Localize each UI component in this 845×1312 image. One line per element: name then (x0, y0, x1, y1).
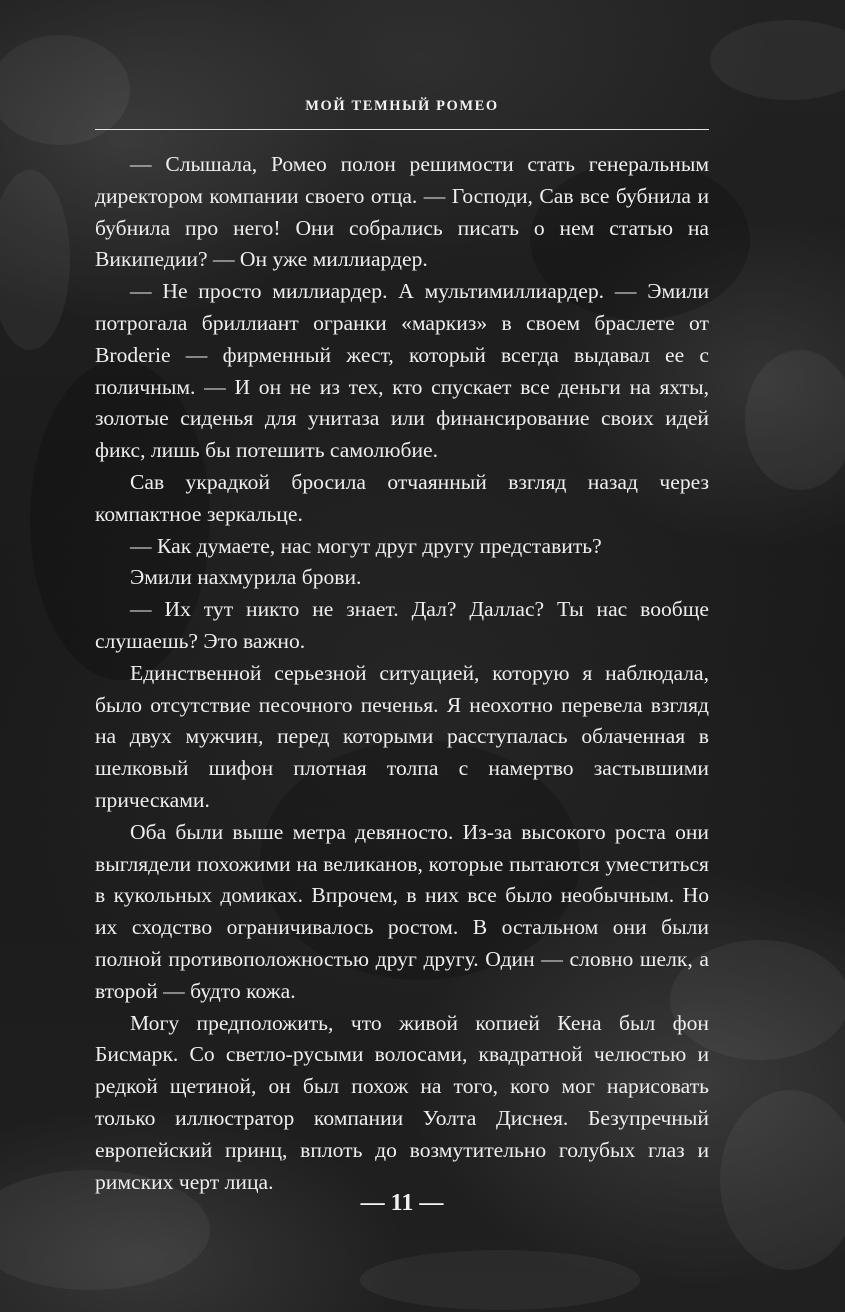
running-head-title: МОЙ ТЕМНЫЙ РОМЕО (305, 98, 499, 114)
paragraph: Могу предположить, что живой копией Кена был фон Бисмарк. Со светло-русыми волосами, квадратной челюстью и редкой щетиной, он был похож на того, кого мог нарисовать только иллюстратор компании Уолта Диснея. Безупречный европейский принц, вплоть до возмутительно голубых глаз и римских черт лица. (95, 1010, 709, 1194)
body-text (95, 149, 709, 1198)
paragraph: Единственной серьезной ситуацией, которую я наблюдала, было отсутствие песочного печенья. Я неохотно перевела взгляд на двух мужчин, перед которыми расступалась облаченная в шелковый шифон плотная толпа с намертво застывшими прическами. (95, 660, 709, 812)
paragraph: — Слышала, Ромео полон решимости стать генеральным директором компании своего отца. — Господи, Сав все бубнила и бубнила про него! Они собрались писать о нем статью на Википедии? — Он уже миллиардер. (95, 152, 709, 272)
paragraph: Сав украдкой бросила отчаянный взгляд назад через компактное зеркальце. (95, 469, 709, 526)
header-divider (95, 129, 709, 130)
paragraph: Эмили нахмурила брови. (130, 565, 362, 590)
paragraph: — Не просто миллиардер. А мультимиллиардер. — Эмили потрогала бриллиант огранки «маркиз» в своем браслете от Broderie — фирменный жест, который всегда выдавал ее с поличным. — И он не из тех, кто спускает все деньги на яхты, золотые сиденья для унитаза или финансирование своих идей фикс, лишь бы потешить самолюбие. (95, 279, 709, 463)
paragraph: — Их тут никто не знает. Дал? Даллас? Ты нас вообще слушаешь? Это важно. (95, 597, 709, 653)
paragraph: — Как думаете, нас могут друг другу представить? (130, 533, 602, 558)
paragraph: Оба были выше метра девяносто. Из-за высокого роста они выглядели похожими на великанов, которые пытаются уместиться в кукольных домиках. Впрочем, в них все было необычным. Но их сходство ограничивалось ростом. В остальном они были полной противоположностью друг другу. Один — словно шелк, а второй — будто кожа. (95, 819, 709, 1003)
page-number: — 11 — (360, 1190, 444, 1216)
